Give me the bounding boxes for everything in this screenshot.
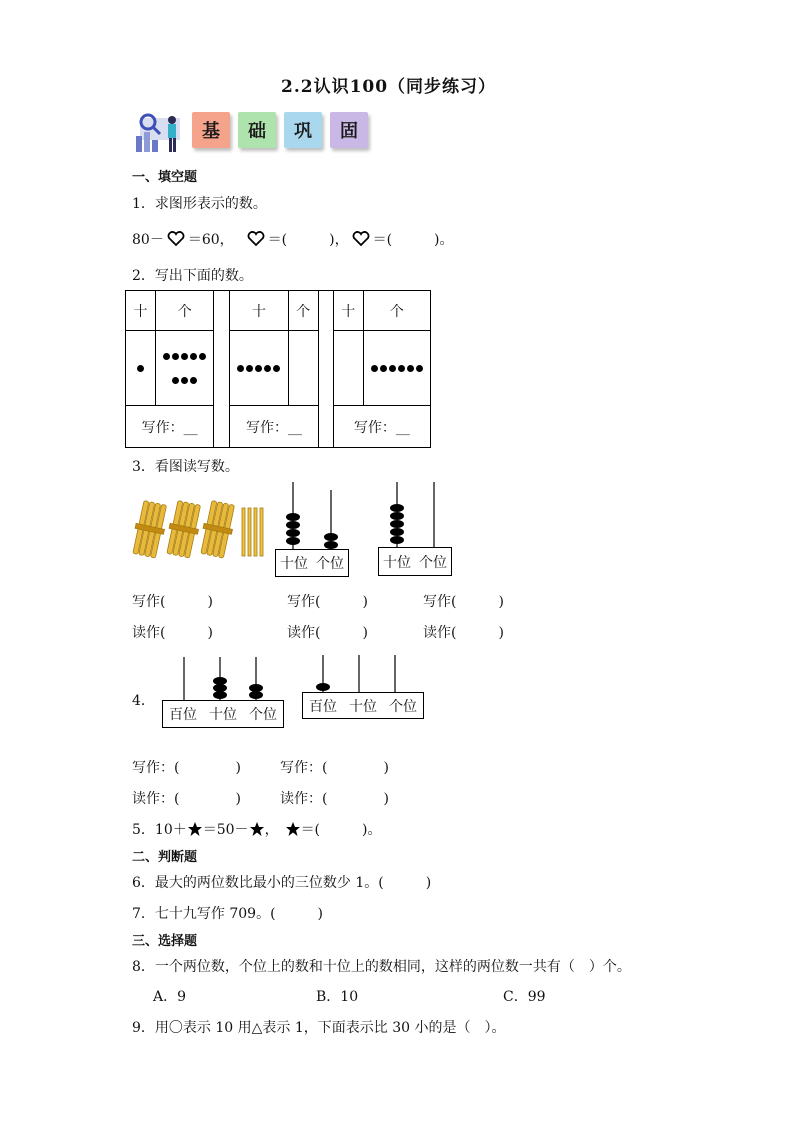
header-ten: 十 — [333, 291, 363, 331]
question-2: 2．写出下面的数。 — [132, 268, 253, 284]
read-blank[interactable]: 读作：( ) — [280, 791, 389, 807]
abacus-label-box — [275, 549, 349, 577]
dots-cell — [156, 331, 214, 406]
question-7: 7．七十九写作 709。( ) — [132, 906, 324, 922]
place-label: 个位 — [419, 554, 447, 571]
option-a[interactable]: A．9 — [153, 989, 187, 1005]
place-label: 百位 — [169, 707, 197, 723]
study-person-icon — [132, 108, 192, 156]
write-cell[interactable]: 写作：__ — [126, 406, 214, 448]
question-3: 3．看图读写数。 — [132, 459, 239, 475]
abacus-icon — [162, 657, 284, 701]
heart-icon — [247, 231, 265, 247]
dots-cell — [363, 331, 430, 406]
eq-part: ＝( )， — [267, 232, 349, 248]
read-blank[interactable]: 读作( ) — [287, 625, 368, 641]
place-label: 个位 — [249, 707, 277, 723]
section-heading: 一、填空题 — [132, 170, 198, 185]
header-one: 个 — [363, 291, 430, 331]
dots-cell — [126, 331, 156, 406]
eq-part: ， — [264, 822, 279, 838]
dots-cell — [288, 331, 318, 406]
abacus-label-box — [302, 692, 424, 719]
read-blank[interactable]: 读作：( ) — [132, 791, 241, 807]
dots-cell — [230, 331, 288, 406]
dots-cell — [333, 331, 363, 406]
abacus-icon — [275, 482, 350, 550]
question-8: 8．一个两位数，个位上的数和十位上的数相同，这样的两位数一共有（ ）个。 — [132, 959, 631, 975]
write-cell[interactable]: 写作：__ — [230, 406, 318, 448]
stick-bundles-icon — [130, 498, 270, 560]
header-one: 个 — [156, 291, 214, 331]
eq-part: ＝50－ — [202, 822, 249, 838]
read-blank[interactable]: 读作( ) — [132, 625, 213, 641]
heart-icon — [352, 231, 370, 247]
abacus-label-box — [378, 547, 452, 576]
header-ten: 十 — [230, 291, 288, 331]
read-blank[interactable]: 读作( ) — [423, 625, 504, 641]
write-blank[interactable]: 写作：( ) — [280, 760, 389, 776]
place-value-table — [125, 290, 431, 448]
header-one: 个 — [288, 291, 318, 331]
banner-tile: 巩 — [284, 112, 322, 148]
eq-part: ＝60， — [187, 232, 234, 248]
section-banner — [132, 108, 382, 156]
eq-part: ＝( )。 — [300, 822, 382, 838]
banner-tile: 固 — [330, 112, 368, 148]
write-blank[interactable]: 写作( ) — [132, 594, 213, 610]
place-label: 个位 — [389, 698, 417, 715]
question-5 — [132, 819, 382, 839]
question-6: 6．最大的两位数比最小的三位数少 1。( ) — [132, 875, 432, 891]
abacus-icon — [302, 655, 424, 693]
place-label: 十位 — [280, 556, 308, 572]
banner-tile: 基 — [192, 112, 230, 148]
heart-icon — [167, 231, 185, 247]
section-heading: 二、判断题 — [132, 850, 198, 865]
star-icon — [187, 821, 203, 837]
page-title: 2.2认识100（同步练习） — [281, 77, 497, 97]
write-blank[interactable]: 写作：( ) — [132, 760, 241, 776]
question-1: 1．求图形表示的数。 — [132, 196, 267, 212]
place-label: 个位 — [316, 556, 344, 572]
banner-tile: 础 — [238, 112, 276, 148]
place-label: 十位 — [209, 707, 237, 723]
question-9: 9．用〇表示 10 用△表示 1，下面表示比 30 小的是（ ）。 — [132, 1020, 506, 1036]
eq-part: 5．10＋ — [132, 822, 187, 838]
star-icon — [249, 821, 265, 837]
option-b[interactable]: B．10 — [316, 989, 359, 1005]
place-label: 十位 — [349, 698, 377, 715]
abacus-label-box — [162, 700, 284, 728]
write-blank[interactable]: 写作( ) — [287, 594, 368, 610]
star-icon — [285, 821, 301, 837]
place-label: 十位 — [383, 554, 411, 571]
header-ten: 十 — [126, 291, 156, 331]
eq-part: 80－ — [132, 232, 164, 248]
option-c[interactable]: C．99 — [503, 989, 546, 1005]
section-heading: 三、选择题 — [132, 934, 198, 949]
write-cell[interactable]: 写作：__ — [333, 406, 430, 448]
question-1-equation — [132, 229, 454, 249]
abacus-icon — [378, 482, 453, 548]
place-label: 百位 — [309, 698, 337, 715]
write-blank[interactable]: 写作( ) — [423, 594, 504, 610]
question-4: 4． — [132, 693, 155, 709]
eq-part: ＝( )。 — [372, 232, 454, 248]
